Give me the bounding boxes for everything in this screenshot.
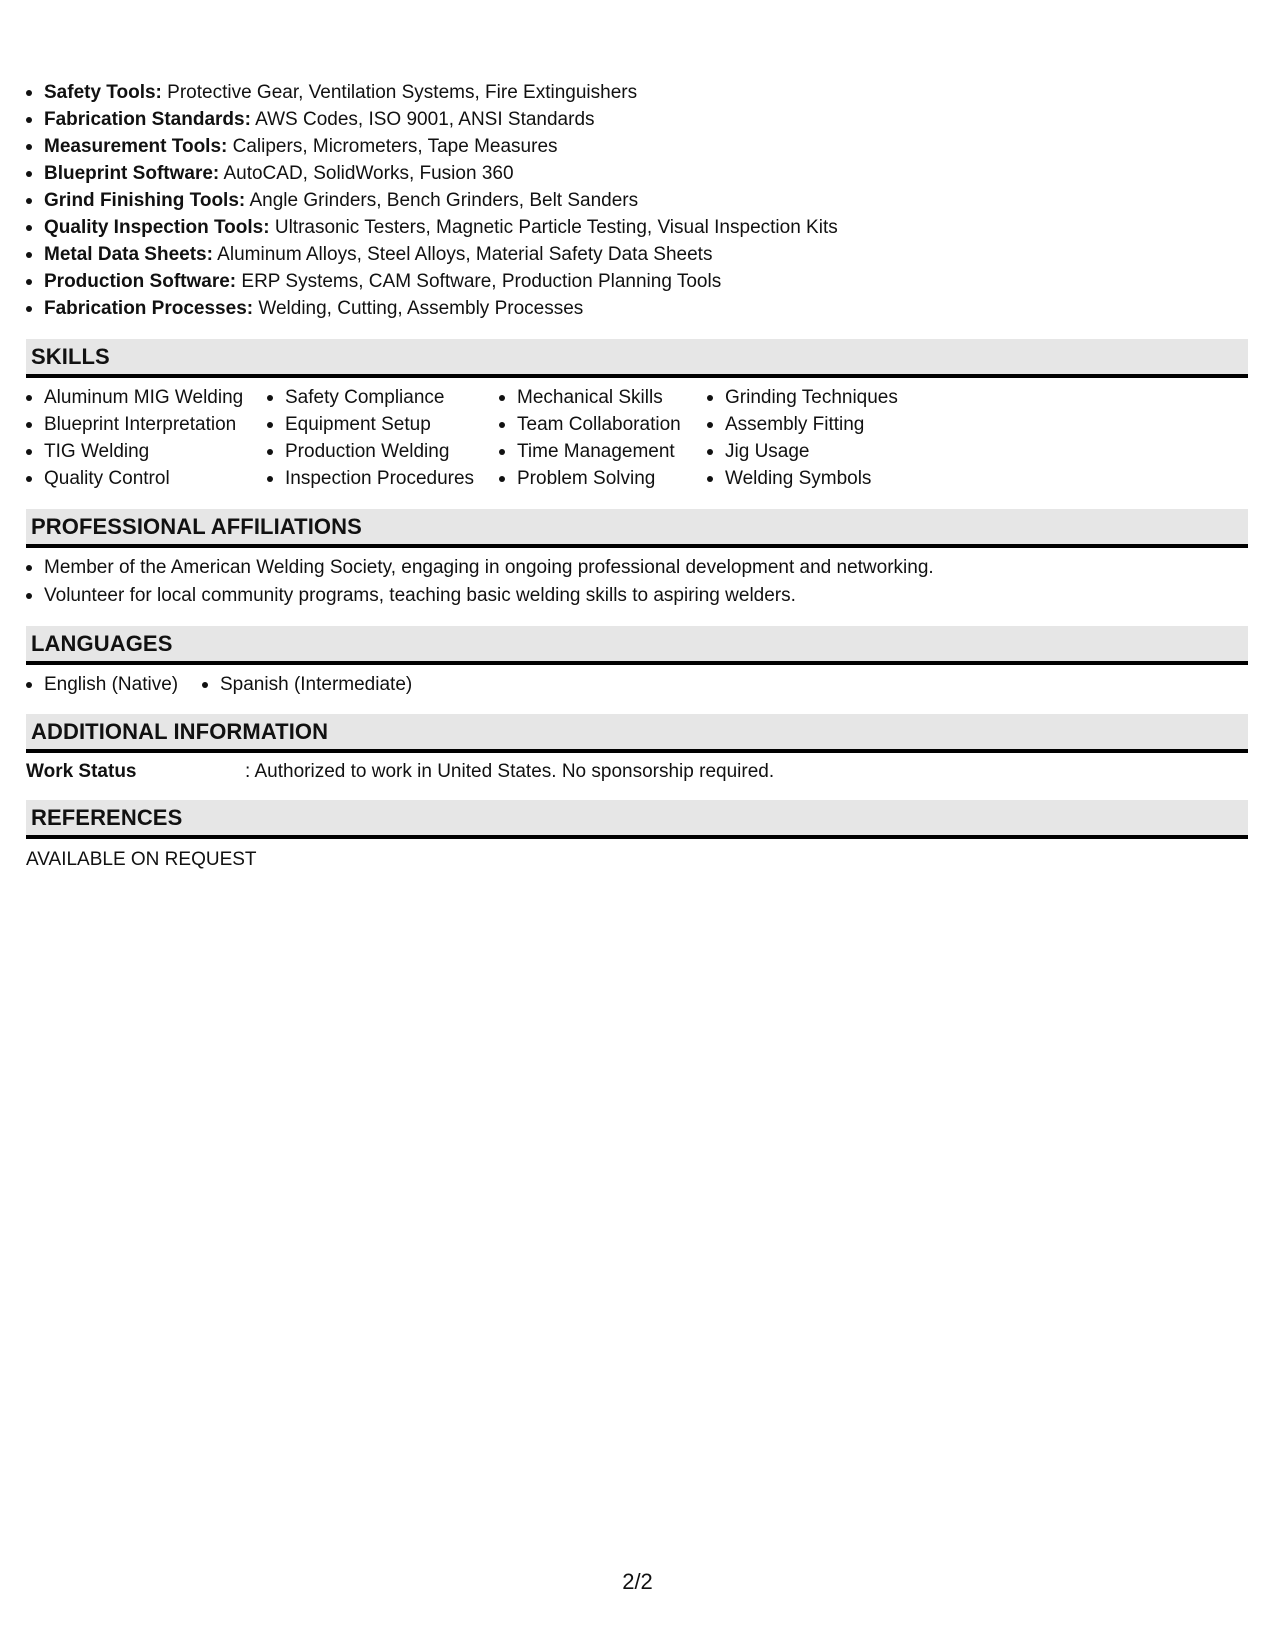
section-title: REFERENCES (31, 805, 183, 830)
tool-value: Aluminum Alloys, Steel Alloys, Material Safety Data Sheets (212, 244, 713, 265)
skill-item: Safety Compliance (267, 384, 499, 411)
skills-column (499, 384, 707, 492)
skill-item: TIG Welding (26, 438, 267, 465)
section-title: SKILLS (31, 344, 110, 369)
affiliation-item: Volunteer for local community programs, teaching basic welding skills to aspiring welders. (26, 582, 934, 610)
list-item (26, 214, 838, 241)
list-item (26, 268, 838, 295)
skill-item: Quality Control (26, 465, 267, 492)
tool-label: Quality Inspection Tools: (44, 217, 270, 238)
languages-list (26, 671, 412, 698)
section-title: ADDITIONAL INFORMATION (31, 719, 329, 744)
affiliations-list (26, 554, 934, 610)
skill-item: Problem Solving (499, 465, 707, 492)
list-item (26, 79, 838, 106)
tools-list (26, 79, 838, 322)
skill-item: Equipment Setup (267, 411, 499, 438)
skills-column (267, 384, 499, 492)
skill-item: Welding Symbols (707, 465, 927, 492)
languages-section-header (26, 626, 1248, 665)
list-item (26, 160, 838, 187)
skills-column (26, 384, 267, 492)
skill-item: Blueprint Interpretation (26, 411, 267, 438)
skill-item: Grinding Techniques (707, 384, 927, 411)
work-status-label: Work Status (26, 761, 137, 782)
tool-label: Grind Finishing Tools: (44, 190, 246, 211)
work-status-value: : Authorized to work in United States. No sponsorship required. (245, 761, 775, 782)
skill-item: Jig Usage (707, 438, 927, 465)
skills-section-header (26, 339, 1248, 378)
list-item (26, 106, 838, 133)
tool-label: Production Software: (44, 271, 237, 292)
tool-label: Measurement Tools: (44, 136, 228, 157)
tool-label: Metal Data Sheets: (44, 244, 213, 265)
list-item (26, 295, 838, 322)
references-text: AVAILABLE ON REQUEST (26, 849, 257, 870)
tool-value: AWS Codes, ISO 9001, ANSI Standards (250, 109, 595, 130)
references-section-header (26, 800, 1248, 839)
skill-item: Aluminum MIG Welding (26, 384, 267, 411)
affiliation-item: Member of the American Welding Society, engaging in ongoing professional development and networking. (26, 554, 934, 582)
section-title: PROFESSIONAL AFFILIATIONS (31, 514, 362, 539)
skill-item: Time Management (499, 438, 707, 465)
skill-item: Mechanical Skills (499, 384, 707, 411)
section-title: LANGUAGES (31, 631, 173, 656)
tool-value: Calipers, Micrometers, Tape Measures (227, 136, 558, 157)
tool-value: Protective Gear, Ventilation Systems, Fire Extinguishers (161, 82, 638, 103)
tool-label: Fabrication Standards: (44, 109, 251, 130)
affiliations-section-header (26, 509, 1248, 548)
tool-value: Ultrasonic Testers, Magnetic Particle Testing, Visual Inspection Kits (269, 217, 838, 238)
skill-item: Team Collaboration (499, 411, 707, 438)
language-item: Spanish (Intermediate) (202, 671, 412, 698)
list-item (26, 241, 838, 268)
list-item (26, 187, 838, 214)
tool-value: AutoCAD, SolidWorks, Fusion 360 (219, 163, 514, 184)
skill-item: Production Welding (267, 438, 499, 465)
tool-label: Fabrication Processes: (44, 298, 254, 319)
skills-grid (26, 384, 927, 492)
list-item (26, 133, 838, 160)
language-item: English (Native) (26, 671, 202, 698)
tool-label: Blueprint Software: (44, 163, 220, 184)
tool-value: Angle Grinders, Bench Grinders, Belt Sanders (245, 190, 639, 211)
additional-info-section-header (26, 714, 1248, 753)
work-status-row (26, 758, 774, 785)
skills-column (707, 384, 927, 492)
tool-value: Welding, Cutting, Assembly Processes (253, 298, 584, 319)
tool-value: ERP Systems, CAM Software, Production Planning Tools (236, 271, 722, 292)
tool-label: Safety Tools: (44, 82, 162, 103)
skill-item: Assembly Fitting (707, 411, 927, 438)
skill-item: Inspection Procedures (267, 465, 499, 492)
page-number: 2/2 (622, 1569, 653, 1594)
